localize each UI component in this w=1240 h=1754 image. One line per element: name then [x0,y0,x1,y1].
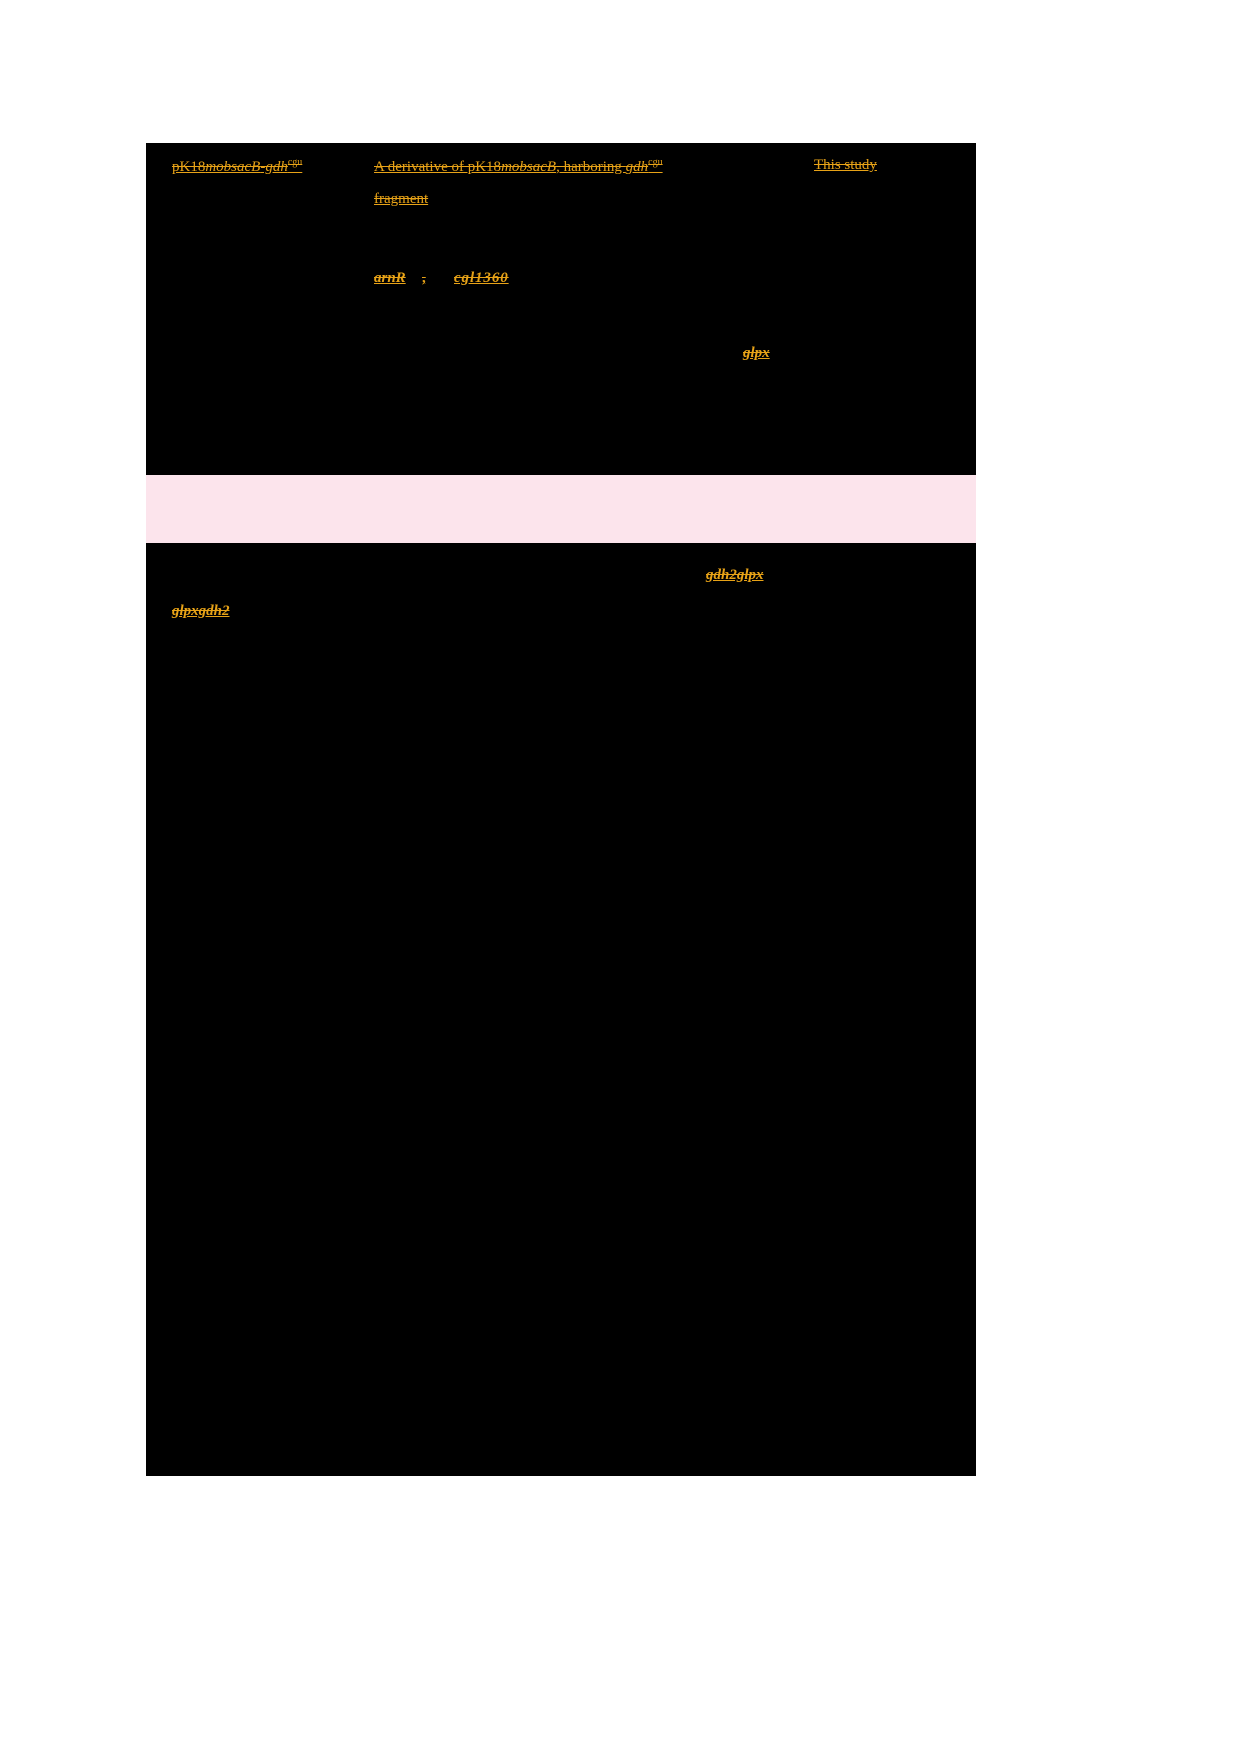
highlighted-table-row [146,475,976,543]
annotation-gene-gdh2-glpx: gdh2glpx [706,567,764,583]
document-page-canvas [146,143,976,1476]
description-superscript: cgu [648,157,663,168]
annotation-gene-cgl1360: cgl1360 [454,270,509,286]
plasmid-superscript: cgu [287,157,303,168]
annotation-comma: , [422,270,426,286]
table-cell-source: This study [814,157,877,173]
plasmid-prefix: pK18 [172,159,206,175]
description-line2: fragment [374,191,429,207]
description-part1: A derivative of pK18 [374,159,502,175]
description-part2: , harboring [556,159,626,175]
annotation-gene-glpx-1: glpx [743,345,770,361]
annotation-gene-arnR: arnR [374,270,406,286]
annotation-gene-glpx-gdh2: glpxgdh2 [172,603,230,619]
table-cell-description [374,157,864,208]
plasmid-suffix: -gdh [260,159,288,175]
plasmid-italic: mobsacB [205,159,261,175]
description-italic: mobsacB [501,159,557,175]
table-cell-plasmid-name [172,157,362,176]
description-gene: gdh [625,159,649,175]
